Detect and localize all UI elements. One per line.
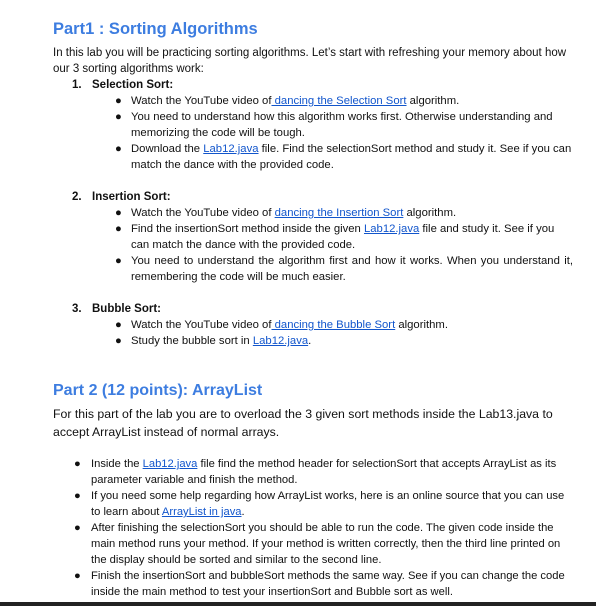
part2-heading: Part 2 (12 points): ArrayList	[53, 382, 263, 399]
item-text: file and study it. See if you can match the dance with the provided code.	[131, 223, 555, 251]
bullet-icon: ●	[115, 95, 122, 107]
bubble-sort-bullets	[113, 317, 573, 349]
bubble-sort-video-link[interactable]: dancing the Bubble Sort	[271, 319, 396, 331]
list-item	[113, 221, 573, 253]
item-text: algorithm.	[395, 319, 448, 331]
section-title: Bubble Sort:	[92, 303, 161, 315]
list-item	[113, 333, 573, 349]
insertion-sort-video-link[interactable]: dancing the Insertion Sort	[274, 207, 404, 219]
part1-heading: Part1 : Sorting Algorithms	[53, 20, 258, 38]
selection-sort-bullets	[113, 93, 573, 173]
list-item	[113, 93, 573, 109]
item-text: .	[308, 335, 312, 347]
item-text: Find the insertionSort method inside the given	[131, 223, 364, 235]
list-item	[72, 520, 572, 568]
list-item	[113, 141, 573, 173]
item-text: Watch the YouTube video of	[131, 95, 272, 107]
lab12-java-link[interactable]: Lab12.java	[252, 335, 309, 347]
bullet-icon: ●	[115, 143, 122, 155]
arraylist-in-java-link[interactable]: ArrayList in java	[161, 506, 242, 518]
item-text: Inside the	[91, 458, 143, 470]
bullet-icon: ●	[115, 223, 122, 235]
list-item	[72, 488, 572, 520]
item-text: You need to understand the algorithm first and how it works. When you understand it, remembering the code will be much easier.	[131, 255, 573, 283]
part1-intro: In this lab you will be practicing sorting algorithms. Let’s start with refreshing your memory about how our 3 sorting algorithms work:	[53, 47, 567, 75]
bullet-icon: ●	[74, 458, 81, 470]
lab12-java-link[interactable]: Lab12.java	[142, 458, 198, 470]
section-number: 2.	[72, 191, 82, 203]
item-text: Study the bubble sort in	[131, 335, 253, 347]
bullet-icon: ●	[74, 490, 81, 502]
lab12-java-link[interactable]: Lab12.java	[363, 223, 420, 235]
insertion-sort-bullets	[113, 205, 573, 285]
bullet-icon: ●	[115, 111, 122, 123]
bottom-border	[0, 602, 596, 606]
bullet-icon: ●	[115, 335, 122, 347]
section-number: 1.	[72, 79, 82, 91]
item-text: algorithm.	[403, 207, 457, 219]
item-text: .	[241, 506, 245, 518]
section-selection-sort-title	[72, 77, 173, 93]
list-item	[72, 456, 572, 488]
part2-bullets	[72, 456, 572, 600]
section-number: 3.	[72, 303, 82, 315]
lab12-java-link[interactable]: Lab12.java	[203, 143, 259, 155]
section-title: Insertion Sort:	[92, 191, 171, 203]
item-text: After finishing the selectionSort you should be able to run the code. The given code inside the main method runs your method. If your method is written correctly, then the third line printed on the display should be sorted and similar to the second line.	[91, 522, 561, 566]
bullet-icon: ●	[115, 255, 122, 267]
section-insertion-sort-title	[72, 189, 171, 205]
selection-sort-video-link[interactable]: dancing the Selection Sort	[271, 95, 407, 107]
list-item	[113, 317, 573, 333]
part2-intro: For this part of the lab you are to overload the 3 given sort methods inside the Lab13.java to accept ArrayList instead of normal arrays.	[53, 407, 553, 439]
section-bubble-sort-title	[72, 301, 161, 317]
section-title: Selection Sort:	[92, 79, 174, 91]
item-text: Watch the YouTube video of	[131, 207, 275, 219]
bullet-icon: ●	[74, 522, 81, 534]
item-text: If you need some help regarding how ArrayList works, here is an online source that you can use to learn about	[91, 490, 565, 518]
bullet-icon: ●	[74, 570, 81, 582]
item-text: Download the	[131, 143, 204, 155]
item-text: You need to understand how this algorithm works first. Otherwise understanding and memorizing the code will be tough.	[131, 111, 553, 139]
list-item	[113, 253, 573, 285]
item-text: algorithm.	[406, 95, 460, 107]
item-text: Finish the insertionSort and bubbleSort methods the same way. See if you can change the code inside the main method to test your insertionSort and Bubble sort as well.	[91, 570, 565, 598]
item-text: file find the method header for selectionSort that accepts ArrayList as its parameter variable and finish the method.	[91, 458, 557, 486]
list-item	[113, 109, 573, 141]
item-text: file. Find the selectionSort method and study it. See if you can match the dance with the provided code.	[131, 143, 572, 171]
item-text: Watch the YouTube video of	[131, 319, 272, 331]
list-item	[72, 568, 572, 600]
bullet-icon: ●	[115, 207, 122, 219]
list-item	[113, 205, 573, 221]
bullet-icon: ●	[115, 319, 122, 331]
